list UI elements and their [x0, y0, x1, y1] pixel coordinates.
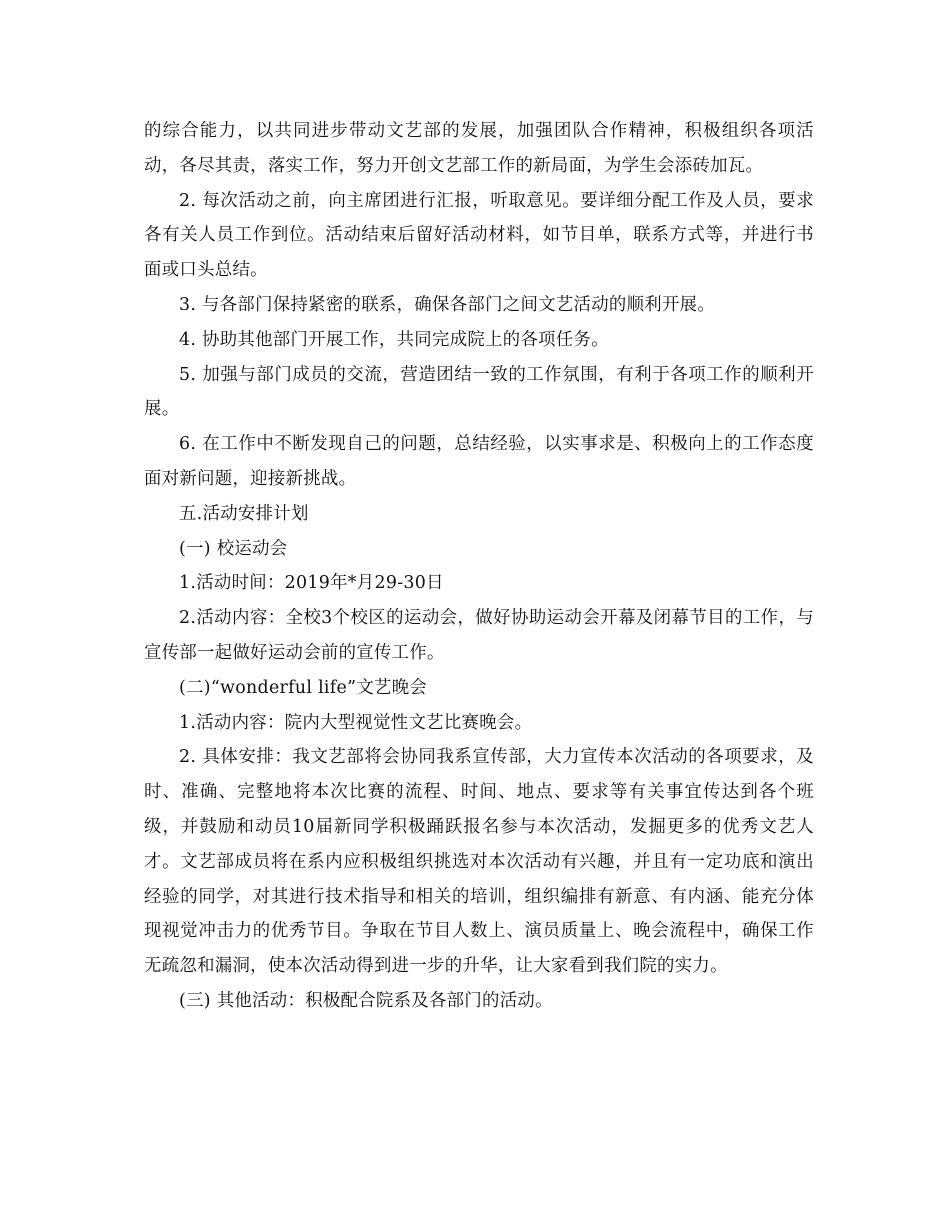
paragraph-activity-content: 2.活动内容：全校3个校区的运动会，做好协助运动会开幕及闭幕节目的工作，与宣传部一起做好运动会前的宣传工作。: [144, 608, 814, 663]
section-heading-activity-plan: 五.活动安排计划: [179, 503, 309, 524]
paragraph-continuation: 的综合能力，以共同进步带动文艺部的发展，加强团队合作精神，积极组织各项活动，各尽其责，落实工作，努力开创文艺部工作的新局面，为学生会添砖加瓦。: [144, 121, 814, 176]
paragraph-activity-time: 1.活动时间：2019年*月29-30日: [179, 573, 444, 594]
paragraph-item-6: 6. 在工作中不断发现自己的问题，总结经验，以实事求是、积极向上的工作态度面对新问题，迎接新挑战。: [144, 434, 814, 489]
subsection-heading-sports-meet: (一) 校运动会: [179, 538, 288, 559]
subsection-heading-gala: (二)“wonderful life”文艺晚会: [179, 677, 428, 698]
paragraph-item-2: 2. 每次活动之前，向主席团进行汇报，听取意见。要详细分配工作及人员，要求各有关人员工作到位。活动结束后留好活动材料，如节目单，联系方式等，并进行书面或口头总结。: [144, 190, 814, 281]
paragraph-item-3: 3. 与各部门保持紧密的联系，确保各部门之间文艺活动的顺利开展。: [179, 294, 716, 315]
document-body: [144, 114, 814, 1019]
subsection-heading-other-activities: (三) 其他活动：积极配合院系及各部门的活动。: [179, 990, 553, 1011]
paragraph-gala-content: 1.活动内容：院内大型视觉性文艺比赛晚会。: [179, 712, 533, 733]
paragraph-gala-arrangement: 2. 具体安排：我文艺部将会协同我系宣传部，大力宣传本次活动的各项要求，及时、准确、完整地将本次比赛的流程、时间、地点、要求等有关事宜传达到各个班级，并鼓励和动员10届新同学积极踊跃报名参与本次活动，发掘更多的优秀文艺人才。文艺部成员将在系内应积极组织挑选对本次活动有兴趣，并且有一定功底和演出经验的同学，对其进行技术指导和相关的培训，组织编排有新意、有内涵、能充分体现视觉冲击力的优秀节目。争取在节目人数上、演员质量上、晚会流程中，确保工作无疏忽和漏洞，使本次活动得到进一步的升华，让大家看到我们院的实力。: [144, 747, 814, 977]
paragraph-item-5: 5. 加强与部门成员的交流，营造团结一致的工作氛围，有利于各项工作的顺利开展。: [144, 364, 814, 420]
paragraph-item-4: 4. 协助其他部门开展工作，共同完成院上的各项任务。: [179, 329, 609, 350]
